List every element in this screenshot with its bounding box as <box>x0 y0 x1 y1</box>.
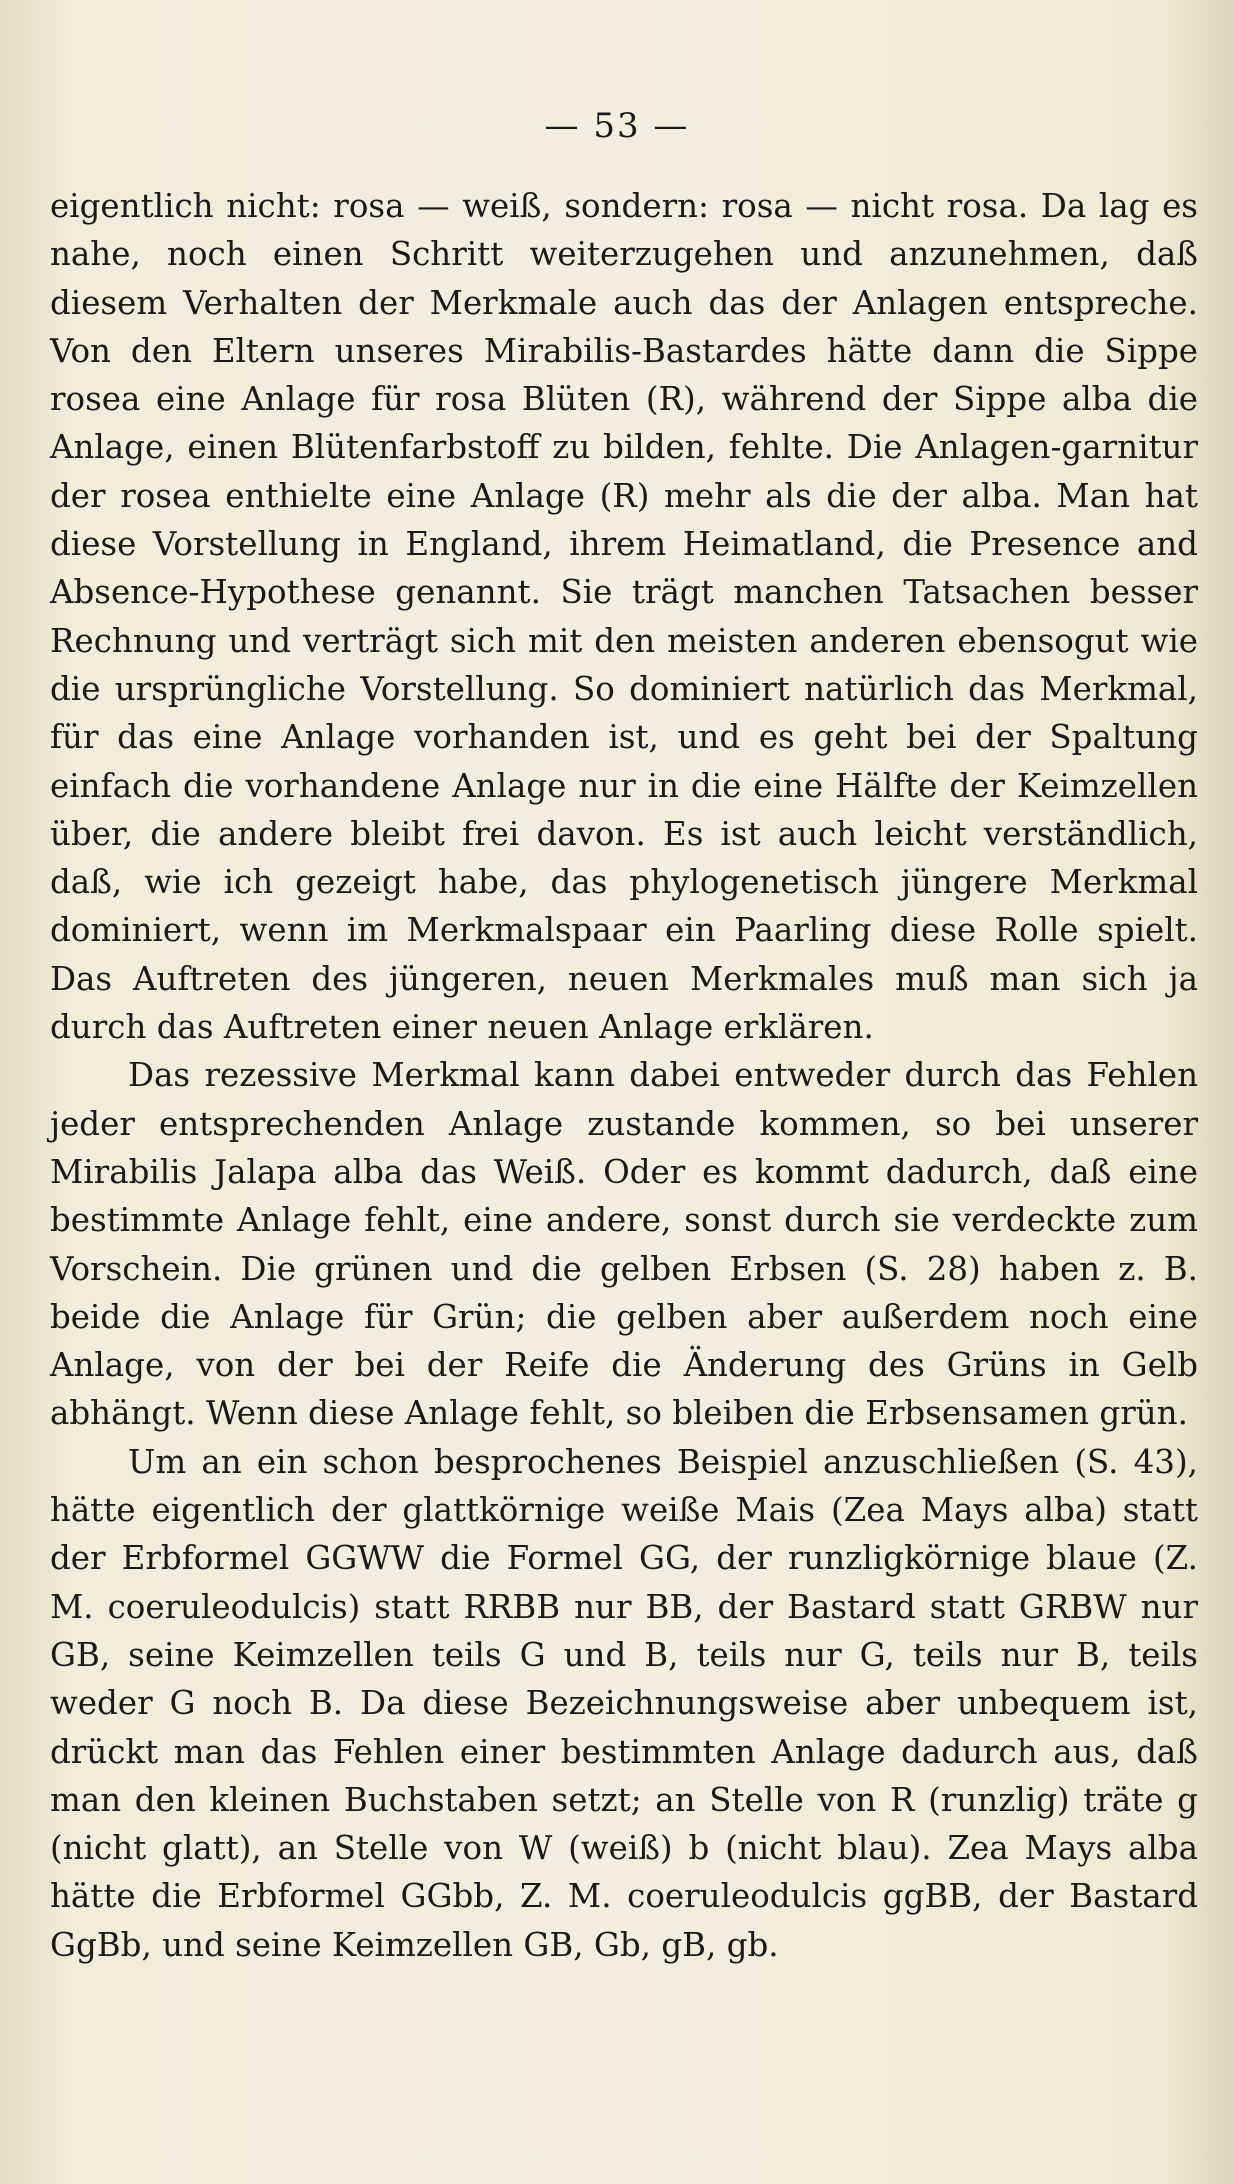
paragraph-1: eigentlich nicht: rosa — weiß, sondern: rosa — nicht rosa. Da lag es nahe, noch einen Schritt weiterzugehen und anzunehmen, daß diesem Verhalten der Merkmale auch das der Anlagen entspreche. Von den Eltern unseres Mirabilis-Bastardes hätte dann die Sippe rosea eine Anlage für rosa Blüten (R), während der Sippe alba die Anlage, einen Blütenfarbstoff zu bilden, fehlte. Die Anlagen-garnitur der rosea enthielte eine Anlage (R) mehr als die der alba. Man hat diese Vorstellung in England, ihrem Heimatland, die Presence and Absence-Hypothese genannt. Sie trägt manchen Tatsachen besser Rechnung und verträgt sich mit den meisten anderen ebensogut wie die ursprüngliche Vorstellung. So dominiert natürlich das Merkmal, für das eine Anlage vorhanden ist, und es geht bei der Spaltung einfach die vorhandene Anlage nur in die eine Hälfte der Keimzellen über, die andere bleibt frei davon. Es ist auch leicht verständlich, daß, wie ich gezeigt habe, das phylogenetisch jüngere Merkmal dominiert, wenn im Merkmalspaar ein Paarling diese Rolle spielt. Das Auftreten des jüngeren, neuen Merkmales muß man sich ja durch das Auftreten einer neuen Anlage erklären. <box>50 187 1198 1047</box>
paragraph-2: Das rezessive Merkmal kann dabei entweder durch das Fehlen jeder entsprechenden Anlage zustande kommen, so bei unserer Mirabilis Jalapa alba das Weiß. Oder es kommt dadurch, daß eine bestimmte Anlage fehlt, eine andere, sonst durch sie verdeckte zum Vorschein. Die grünen und die gelben Erbsen (S. 28) haben z. B. beide die Anlage für Grün; die gelben aber außerdem noch eine Anlage, von der bei der Reife die Änderung des Grüns in Gelb abhängt. Wenn diese Anlage fehlt, so bleiben die Erbsensamen grün. <box>50 1056 1198 1433</box>
body-text <box>50 182 1198 1969</box>
paragraph-3: Um an ein schon besprochenes Beispiel anzuschließen (S. 43), hätte eigentlich der glattkörnige weiße Mais (Zea Mays alba) statt der Erbformel GGWW die Formel GG, der runzligkörnige blaue (Z. M. coeruleodulcis) statt RRBB nur BB, der Bastard statt GRBW nur GB, seine Keimzellen teils G und B, teils nur G, teils nur B, teils weder G noch B. Da diese Bezeichnungsweise aber unbequem ist, drückt man das Fehlen einer bestimmten Anlage dadurch aus, daß man den kleinen Buchstaben setzt; an Stelle von R (runzlig) träte g (nicht glatt), an Stelle von W (weiß) b (nicht blau). Zea Mays alba hätte die Erbformel GGbb, Z. M. coeruleodulcis ggBB, der Bastard GgBb, und seine Keimzellen GB, Gb, gB, gb. <box>50 1442 1198 1964</box>
page-number: — 53 — <box>544 106 690 146</box>
